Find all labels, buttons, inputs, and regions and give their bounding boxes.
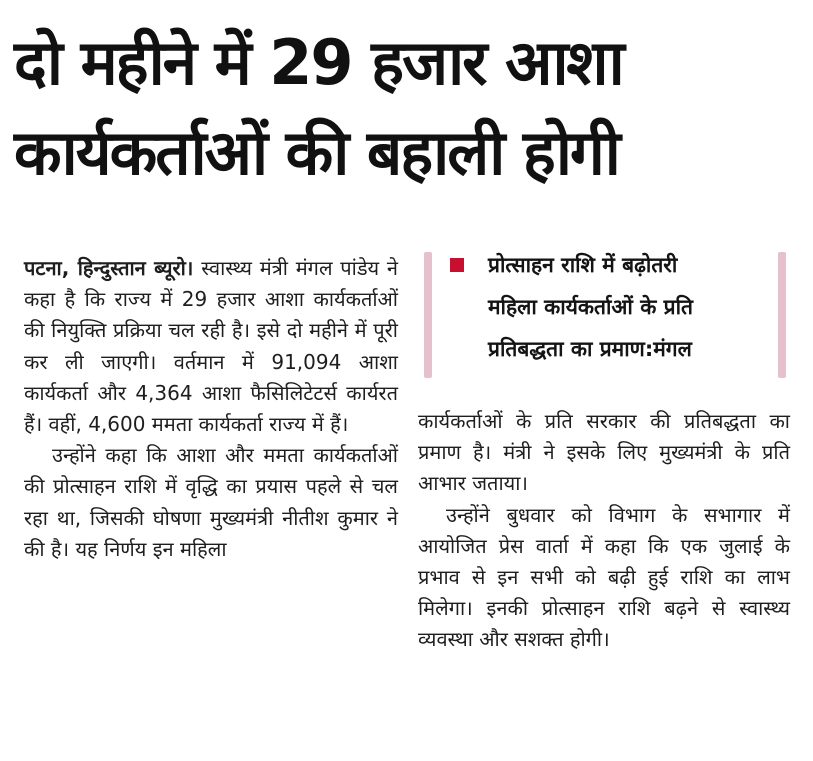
article-column-right xyxy=(418,406,790,656)
highlight-bar-left xyxy=(424,252,432,378)
article-paragraph-1-text: स्वास्थ्य मंत्री मंगल पांडेय ने कहा है कि राज्य में 29 हजार आशा कार्यकर्ताओं की नियुक्ति प्रक्रिया चल रही है। इसे दो महीने में पूरी कर ली जाएगी। वर्तमान में 91,094 आशा कार्यकर्ता और 4,364 आशा फैसिलिटेटर्स कार्यरत हैं। वहीं, 4,600 ममता कार्यकर्ता राज्य में हैं। xyxy=(24,256,399,437)
bullet-square-icon xyxy=(450,258,464,272)
highlight-line-1: प्रोत्साहन राशि में बढ़ोतरी xyxy=(488,253,678,277)
highlight-text xyxy=(488,244,774,370)
article-paragraph-2: उन्होंने कहा कि आशा और ममता कार्यकर्ताओं की प्रोत्साहन राशि में वृद्धि का प्रयास पहले से चल रहा था, जिसकी घोषणा मुख्यमंत्री नीतीश कुमार ने की है। यह निर्णय इन महिला xyxy=(24,443,398,561)
article-paragraph-3: उन्होंने बुधवार को विभाग के सभागार में आयोजित प्रेस वार्ता में कहा कि एक जुलाई के प्रभाव से इन सभी को बढ़ी हुई राशि का लाभ मिलेगा। इनकी प्रोत्साहन राशि बढ़ने से स्वास्थ्य व्यवस्था और सशक्त होगी। xyxy=(418,502,790,652)
article-paragraph-2-continued: कार्यकर्ताओं के प्रति सरकार की प्रतिबद्धता का प्रमाण है। मंत्री ने इसके लिए मुख्यमंत्री के प्रति आभार जताया। xyxy=(418,409,790,496)
headline xyxy=(14,18,804,198)
highlight-box xyxy=(420,244,790,380)
highlight-bar-right xyxy=(778,252,786,378)
highlight-line-2: महिला कार्यकर्ताओं के प्रति xyxy=(488,295,693,319)
highlight-line-3: प्रतिबद्धता का प्रमाण:मंगल xyxy=(488,337,692,361)
headline-line-1: दो महीने में 29 हजार आशा xyxy=(14,26,623,99)
article-column-left xyxy=(24,253,398,565)
headline-line-2: कार्यकर्ताओं की बहाली होगी xyxy=(14,116,619,189)
article-paragraph-1 xyxy=(24,253,398,440)
dateline: पटना, हिन्दुस्तान ब्यूरो। xyxy=(24,256,194,280)
